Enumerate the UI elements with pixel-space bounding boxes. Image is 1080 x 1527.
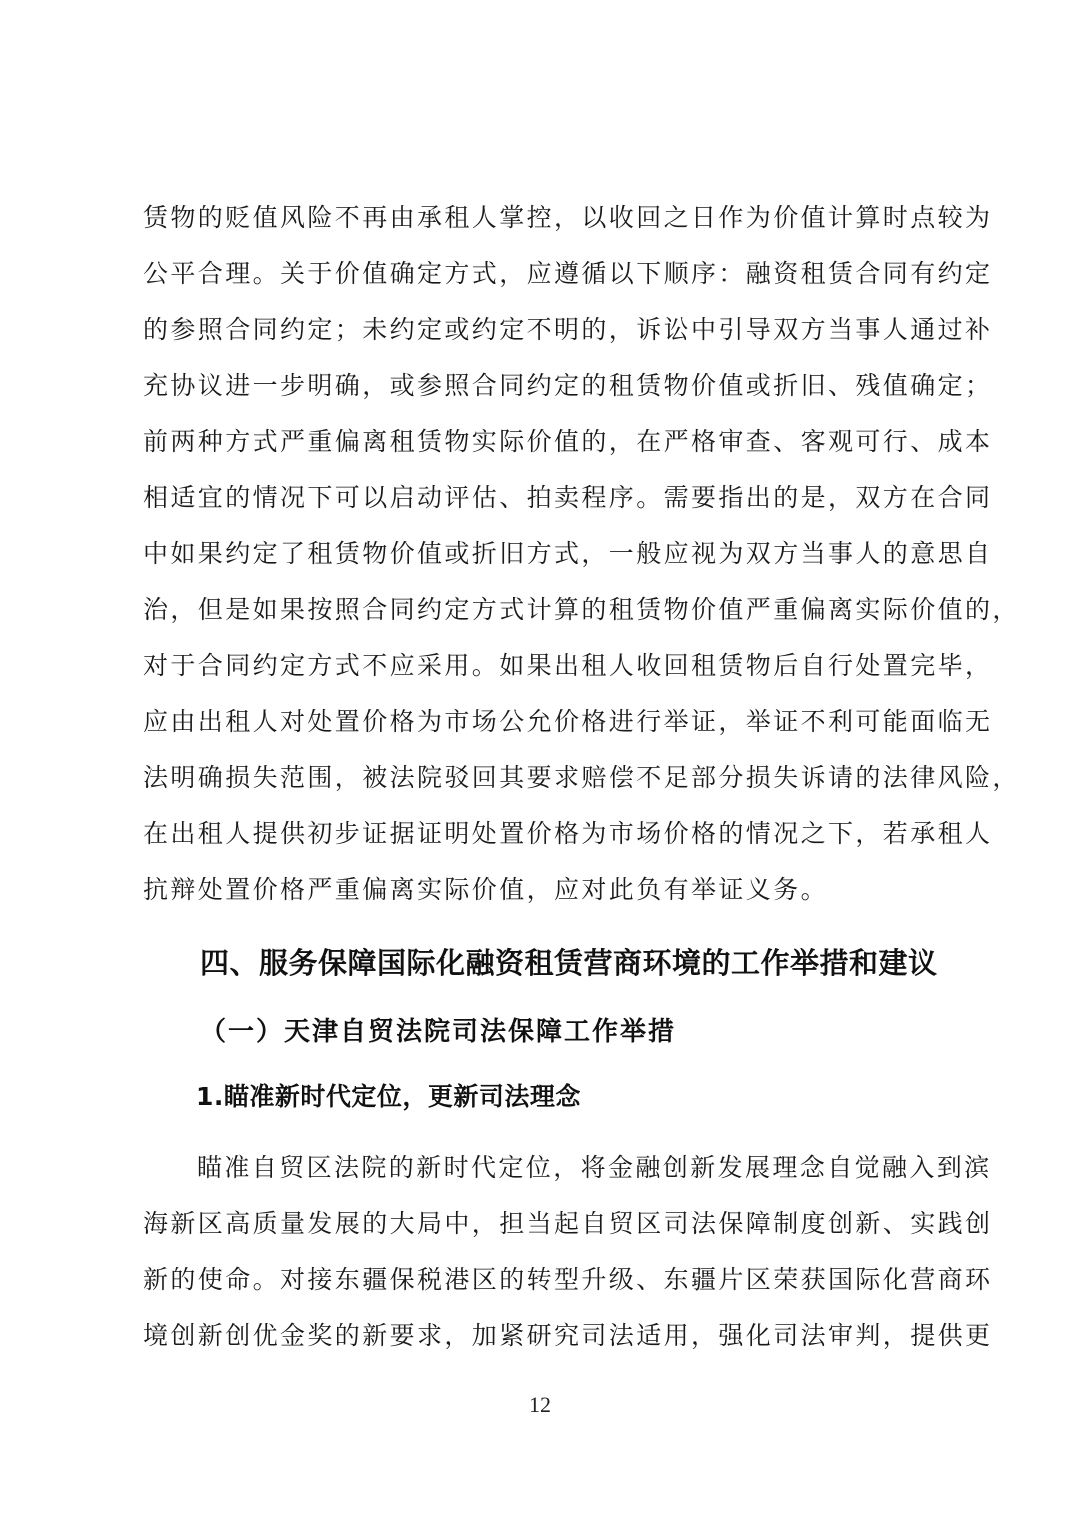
paragraph-line: 新的使命。对接东疆保税港区的转型升级、东疆片区荣获国际化营商环 xyxy=(143,1265,993,1294)
paragraph-line: 法明确损失范围，被法院驳回其要求赔偿不足部分损失诉请的法律风险， xyxy=(143,763,1020,792)
paragraph-line: 中如果约定了租赁物价值或折旧方式，一般应视为双方当事人的意思自 xyxy=(143,539,993,568)
paragraph-line: 抗辩处置价格严重偏离实际价值，应对此负有举证义务。 xyxy=(143,875,829,904)
paragraph xyxy=(143,1140,993,1364)
paragraph-line: 公平合理。关于价值确定方式，应遵循以下顺序：融资租赁合同有约定 xyxy=(143,259,993,288)
section-heading: 四、服务保障国际化融资租赁营商环境的工作举措和建议 xyxy=(200,946,938,980)
paragraph-line: 应由出租人对处置价格为市场公允价格进行举证，举证不利可能面临无 xyxy=(143,707,993,736)
paragraph-line: 赁物的贬值风险不再由承租人掌控，以收回之日作为价值计算时点较为 xyxy=(143,203,993,232)
paragraph-line: 治，但是如果按照合同约定方式计算的租赁物价值严重偏离实际价值的， xyxy=(143,595,1020,624)
subsubsection-heading: 1.瞄准新时代定位，更新司法理念 xyxy=(196,1082,581,1111)
paragraph-line: 在出租人提供初步证据证明处置价格为市场价格的情况之下，若承租人 xyxy=(143,819,993,848)
paragraph-line: 对于合同约定方式不应采用。如果出租人收回租赁物后自行处置完毕， xyxy=(143,651,993,680)
paragraph-line: 的参照合同约定；未约定或约定不明的，诉讼中引导双方当事人通过补 xyxy=(143,315,993,344)
paragraph-line: 海新区高质量发展的大局中，担当起自贸区司法保障制度创新、实践创 xyxy=(143,1209,993,1238)
paragraph-line: 相适宜的情况下可以启动评估、拍卖程序。需要指出的是，双方在合同 xyxy=(143,483,993,512)
paragraph-line: 瞄准自贸区法院的新时代定位，将金融创新发展理念自觉融入到滨 xyxy=(197,1153,992,1182)
paragraph-line: 前两种方式严重偏离租赁物实际价值的，在严格审查、客观可行、成本 xyxy=(143,427,993,456)
paragraph-line: 充协议进一步明确，或参照合同约定的租赁物价值或折旧、残值确定； xyxy=(143,371,993,400)
paragraph-line: 境创新创优金奖的新要求，加紧研究司法适用，强化司法审判，提供更 xyxy=(143,1321,993,1350)
subsection-heading: （一）天津自贸法院司法保障工作举措 xyxy=(200,1017,677,1047)
page-number: 12 xyxy=(529,1392,551,1417)
paragraph-continued xyxy=(143,190,1020,918)
